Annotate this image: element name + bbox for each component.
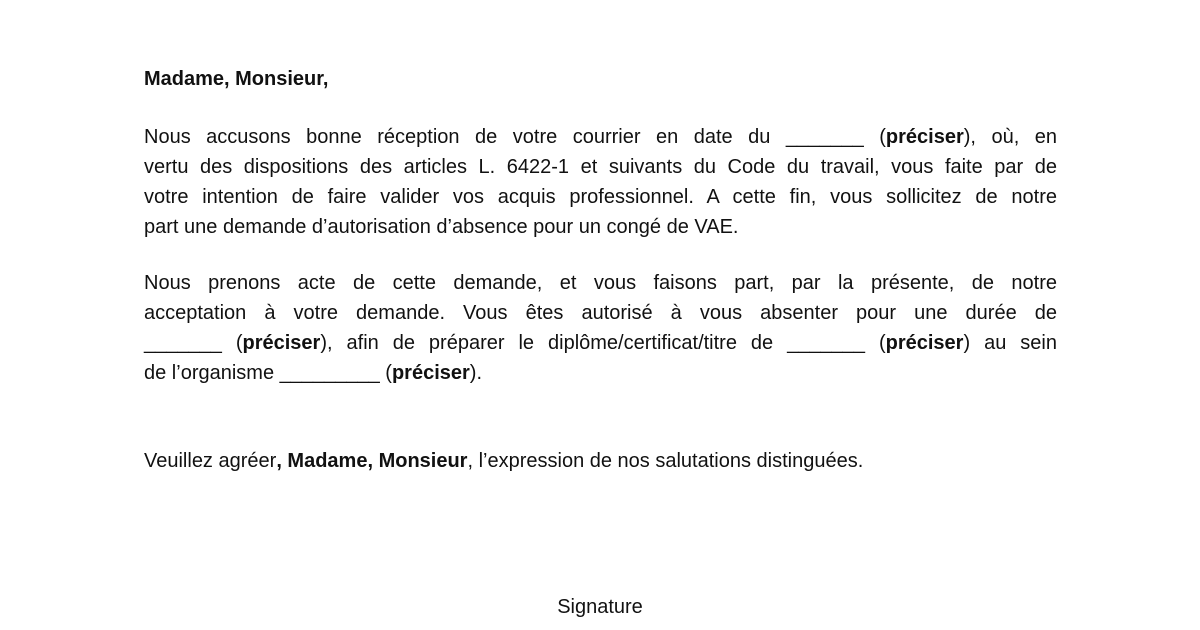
- p2-l3-preciser-2: préciser: [885, 332, 964, 354]
- paragraph-1-line-1: [144, 122, 1057, 152]
- paragraph-2-line-4: [144, 358, 1057, 388]
- p2-l3-text-c: ), afin de préparer le diplôme/certificat/titre de _______ (: [320, 332, 886, 354]
- p2-l3-preciser-1: préciser: [242, 332, 321, 354]
- paragraph-2-line-3: [144, 328, 1057, 358]
- p2-l4-text-c: ).: [469, 362, 483, 384]
- p2-l3-text-a: _______ (: [144, 332, 243, 354]
- paragraph-1-line-3: votre intention de faire valider vos acquis professionnel. A cette fin, vous sollicitez de notre: [144, 186, 1057, 208]
- p1-l1-preciser: préciser: [885, 126, 964, 148]
- signature: Signature: [557, 596, 643, 618]
- p1-l1-text-a: Nous accusons bonne réception de votre courrier en date du _______ (: [144, 126, 886, 148]
- paragraph-2-line-2: acceptation à votre demande. Vous êtes autorisé à vous absenter pour une durée de: [144, 302, 1057, 324]
- closing-formula: [144, 446, 1057, 476]
- salutation-text: Madame, Monsieur,: [144, 68, 329, 90]
- p2-l4-text-a: de l’organisme _________ (: [144, 362, 392, 384]
- p2-l3-text-e: ) au sein: [963, 332, 1057, 354]
- closing-recipient: , Madame, Monsieur: [276, 450, 468, 472]
- paragraph-1-line-2: vertu des dispositions des articles L. 6422-1 et suivants du Code du travail, vous faite par de: [144, 156, 1057, 178]
- closing-text-c: , l’expression de nos salutations distinguées.: [467, 450, 864, 472]
- salutation: [144, 64, 1057, 94]
- p1-l1-text-c: ), où, en: [963, 126, 1057, 148]
- paragraph-2-line-1: Nous prenons acte de cette demande, et vous faisons part, par la présente, de notre: [144, 272, 1057, 294]
- closing-text-a: Veuillez agréer: [144, 450, 277, 472]
- paragraph-1-line-4: part une demande d’autorisation d’absence pour un congé de VAE.: [144, 216, 739, 238]
- p2-l4-preciser: préciser: [391, 362, 470, 384]
